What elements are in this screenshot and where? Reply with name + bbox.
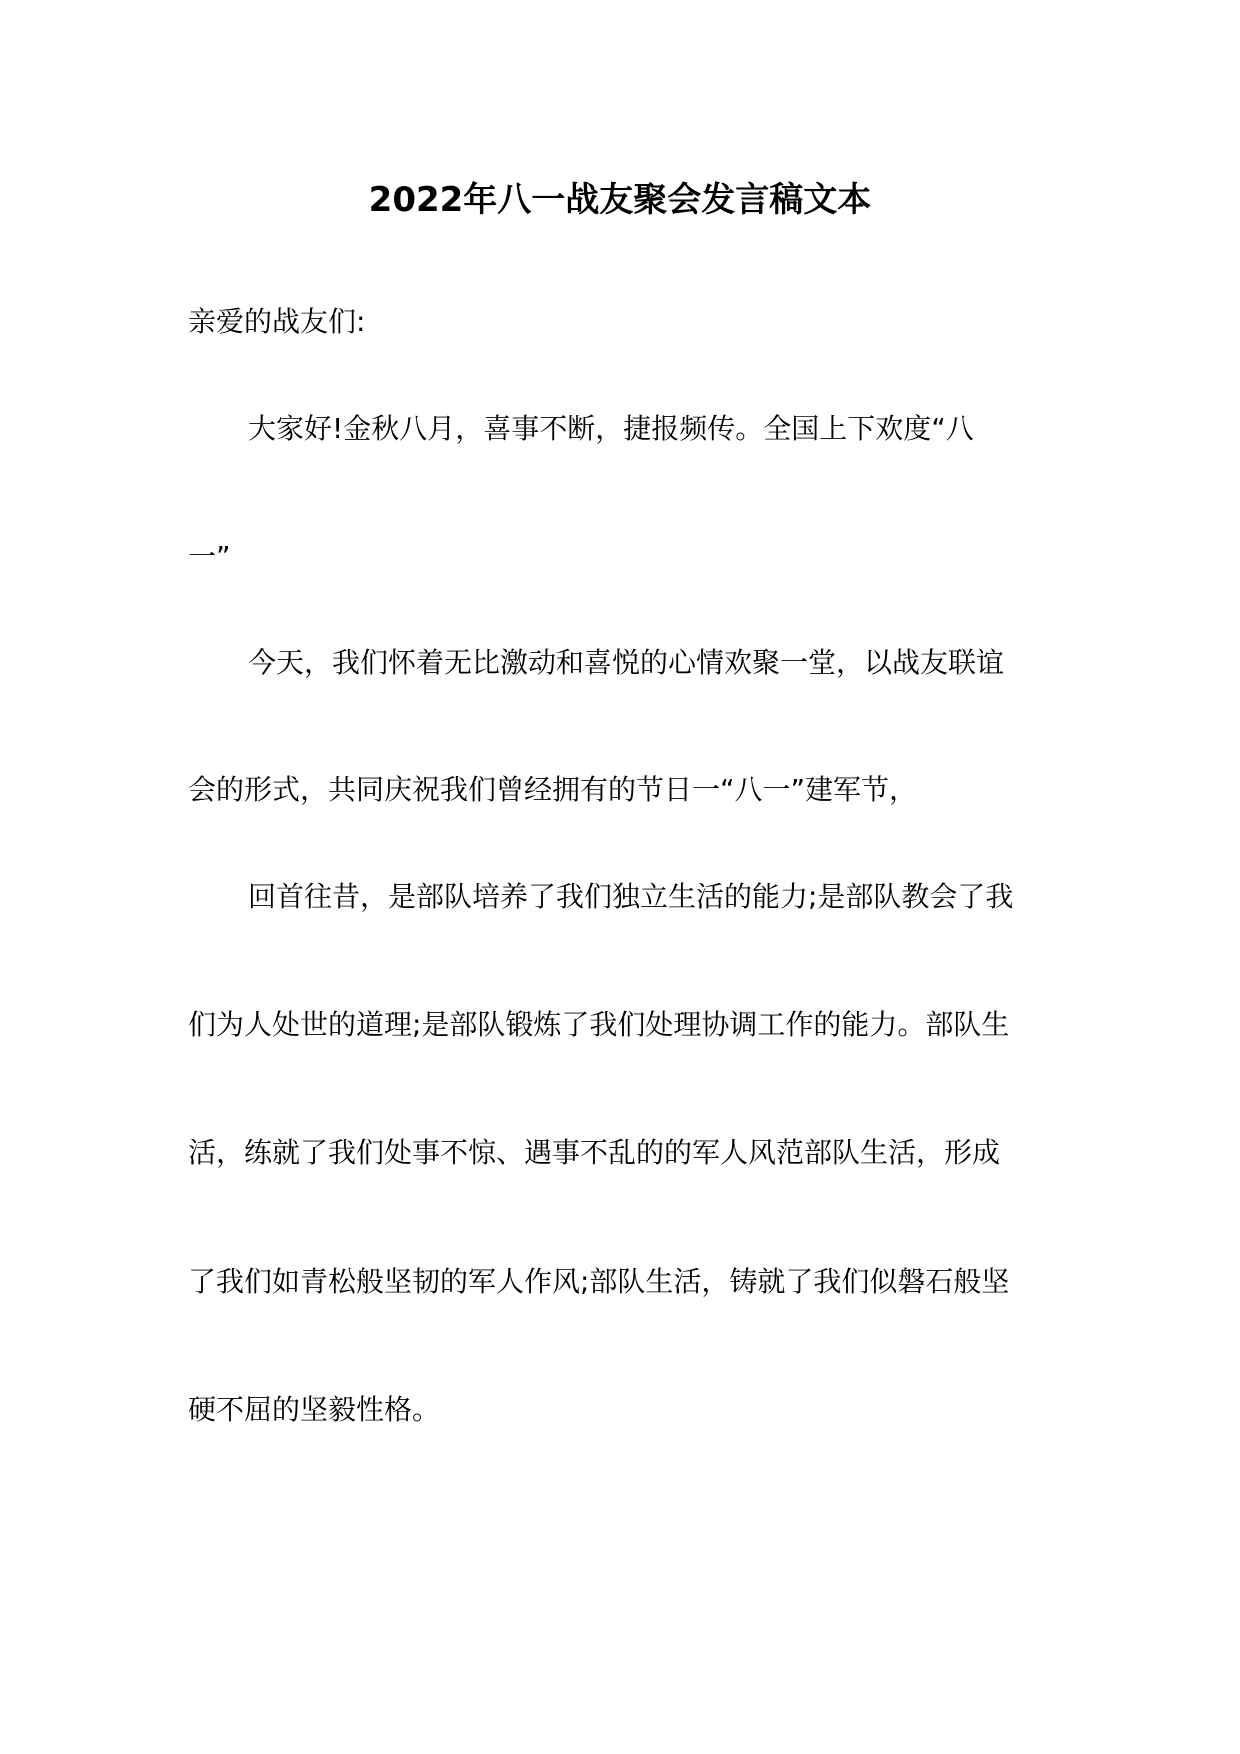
salutation: 亲爱的战友们:: [188, 305, 366, 338]
paragraph-line: 活，练就了我们处事不惊、遇事不乱的的军人风范部队生活，形成: [188, 1136, 1001, 1169]
paragraph-line: 今天，我们怀着无比激动和喜悦的心情欢聚一堂，以战友联谊: [248, 646, 1005, 679]
paragraph-line: 们为人处世的道理;是部队锻炼了我们处理协调工作的能力。部队生: [188, 1008, 1010, 1041]
paragraph-line: 了我们如青松般坚韧的军人作风;部队生活，铸就了我们似磐石般坚: [188, 1265, 1010, 1298]
paragraph-line: 大家好!金秋八月，喜事不断，捷报频传。全国上下欢度“八: [248, 412, 974, 445]
document-title: 2022年八一战友聚会发言稿文本: [368, 180, 872, 220]
paragraph-line: 一”: [188, 540, 231, 573]
paragraph-line: 会的形式，共同庆祝我们曾经拥有的节日一“八一”建军节，: [188, 773, 918, 806]
paragraph-line: 硬不屈的坚毅性格。: [188, 1393, 441, 1426]
paragraph-line: 回首往昔，是部队培养了我们独立生活的能力;是部队教会了我: [248, 880, 1014, 913]
